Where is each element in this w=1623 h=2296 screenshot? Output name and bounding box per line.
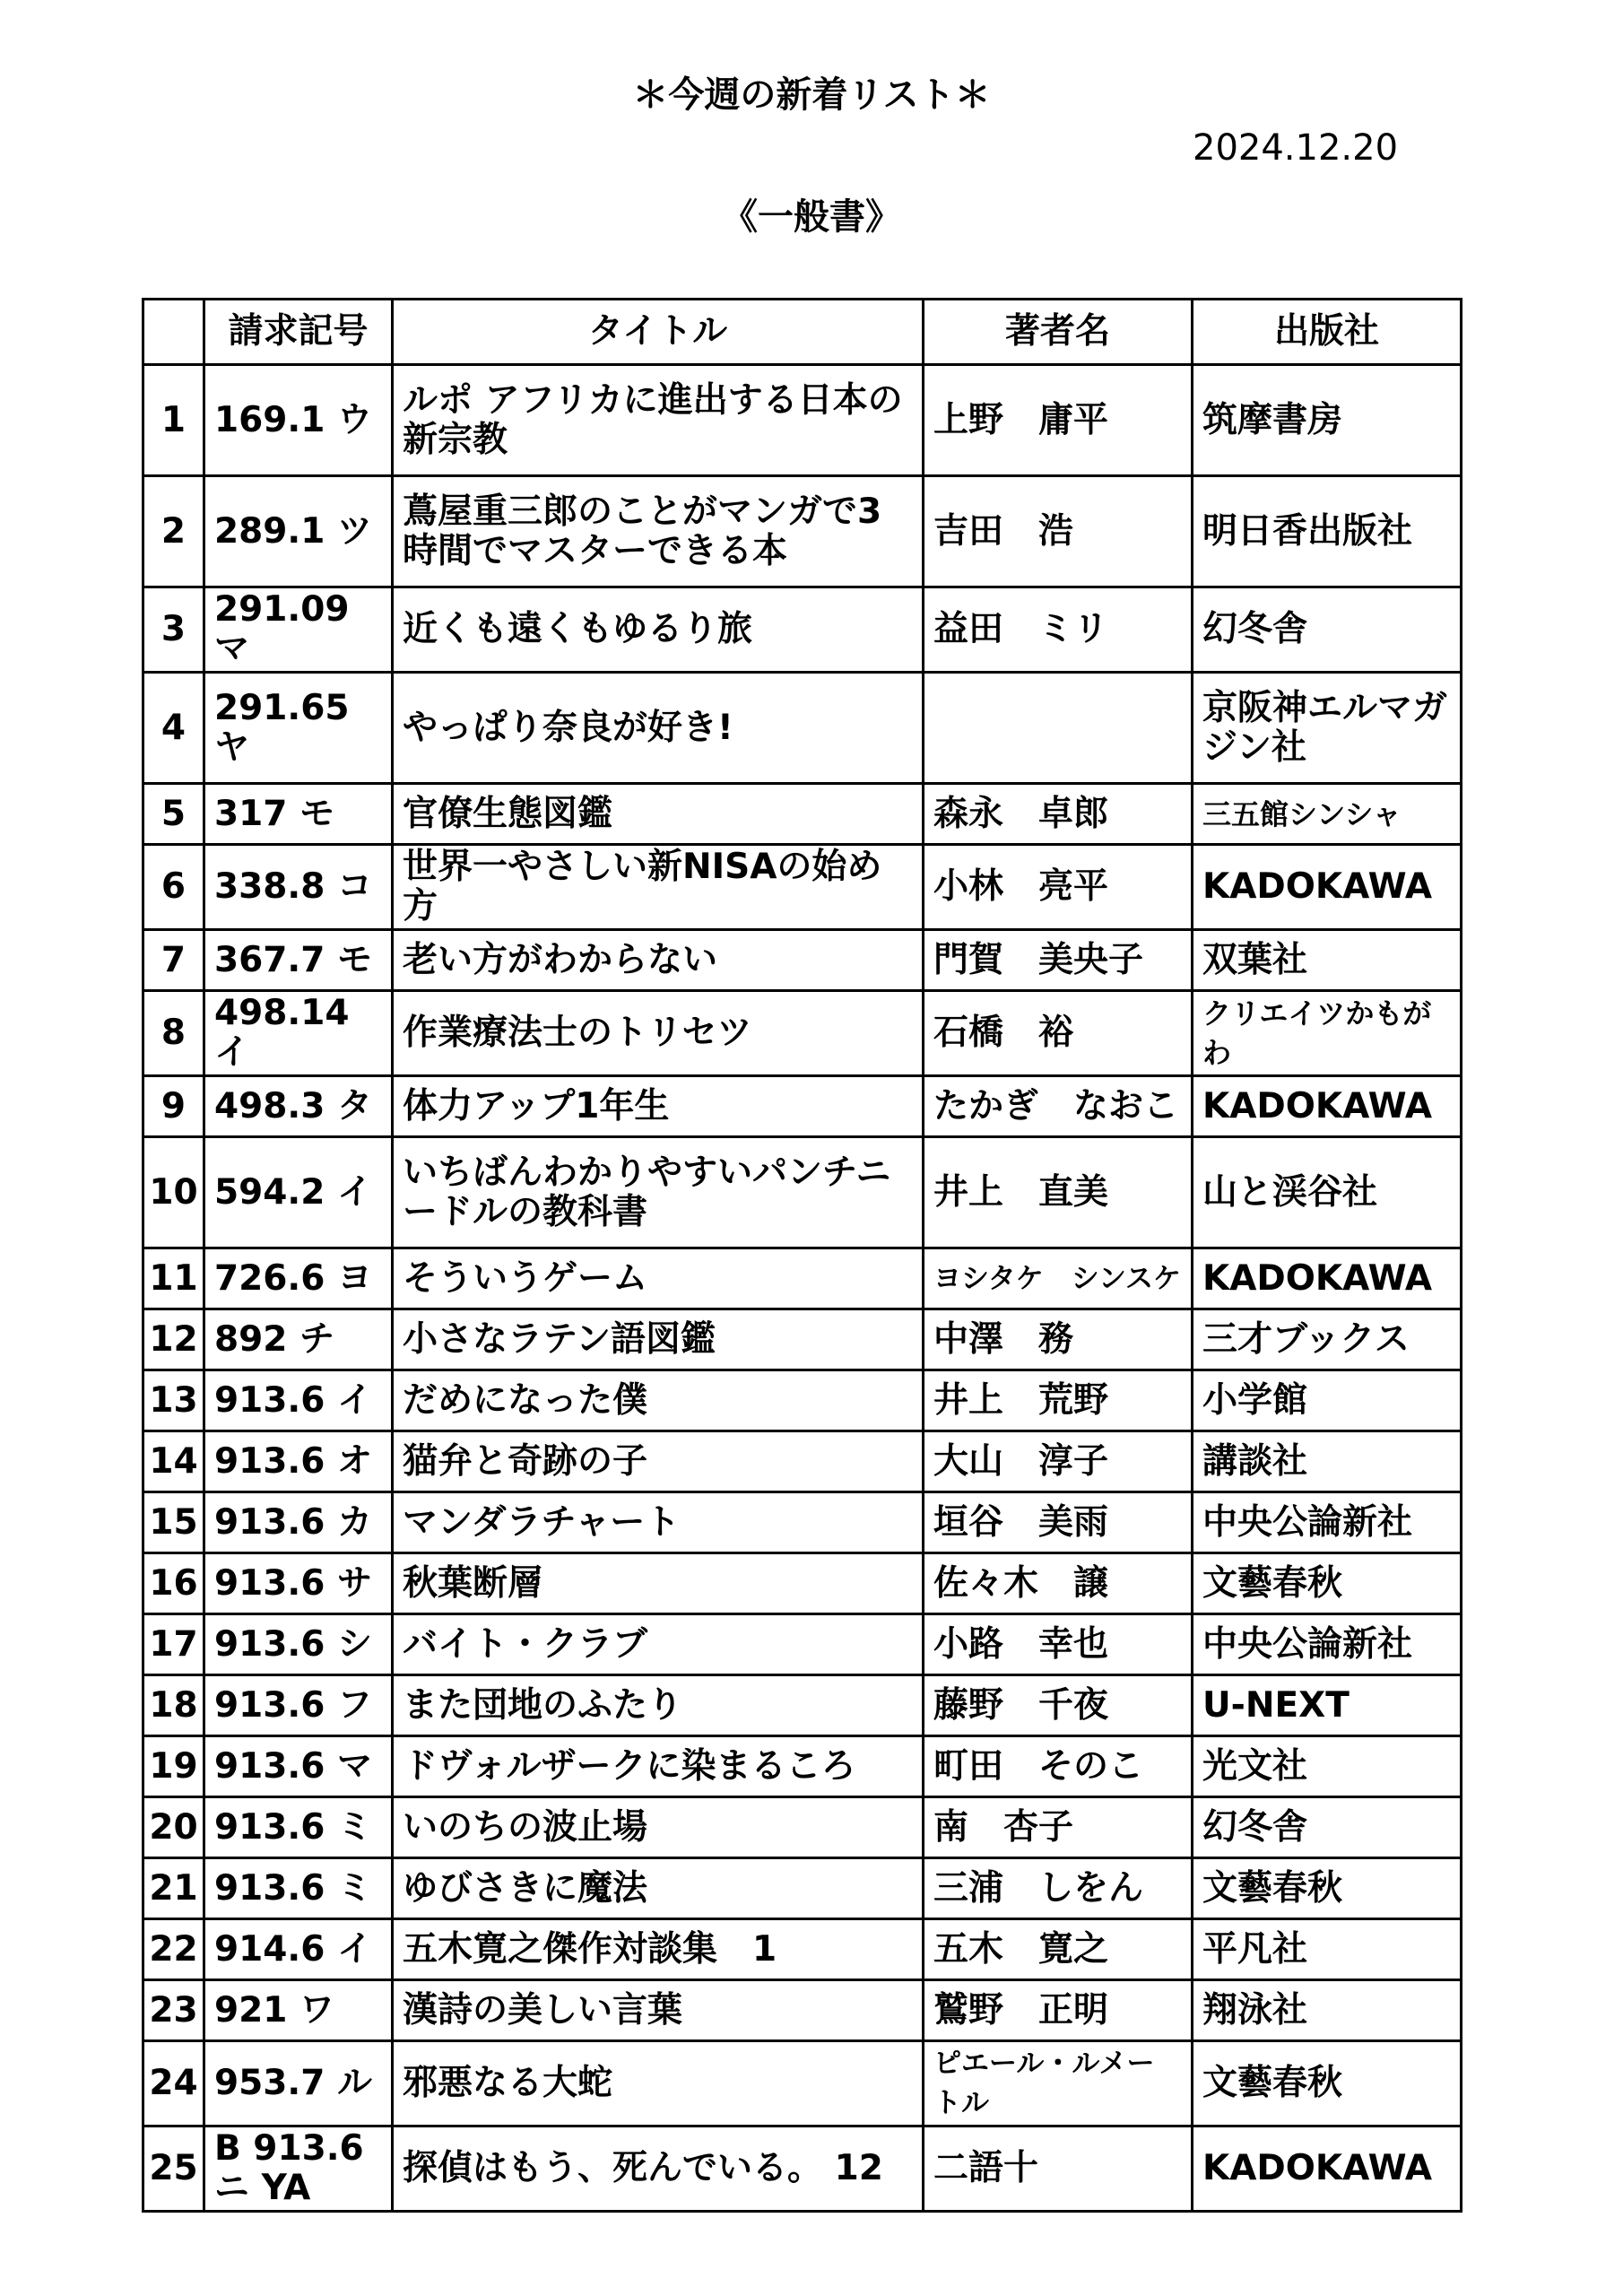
author-name: 上野 庸平: [924, 365, 1193, 476]
row-number: 3: [143, 587, 204, 673]
author-name: たかぎ なおこ: [924, 1076, 1193, 1137]
call-number: 913.6 オ: [204, 1431, 393, 1492]
author-name: 石橋 裕: [924, 991, 1193, 1076]
author-name: 垣谷 美雨: [924, 1492, 1193, 1553]
publisher-name: 文藝春秋: [1193, 1858, 1462, 1919]
row-number: 7: [143, 930, 204, 991]
call-number: 913.6 マ: [204, 1736, 393, 1797]
publisher-name: 中央公論新社: [1193, 1614, 1462, 1675]
row-number: 13: [143, 1370, 204, 1431]
call-number: 291.65 ヤ: [204, 673, 393, 784]
publisher-name: 平凡社: [1193, 1919, 1462, 1980]
table-row: [143, 476, 1462, 587]
row-number: 24: [143, 2041, 204, 2126]
row-number: 4: [143, 673, 204, 784]
book-title: 猫弁と奇跡の子: [393, 1431, 924, 1492]
publisher-name: 幻冬舎: [1193, 1797, 1462, 1858]
call-number: 892 チ: [204, 1309, 393, 1370]
table-row: [143, 845, 1462, 930]
call-number: 498.3 タ: [204, 1076, 393, 1137]
book-title: 漢詩の美しい言葉: [393, 1980, 924, 2041]
row-number: 21: [143, 1858, 204, 1919]
author-name: 井上 直美: [924, 1137, 1193, 1248]
call-number: 914.6 イ: [204, 1919, 393, 1980]
new-arrivals-table: [142, 298, 1462, 2213]
table-row: [143, 1614, 1462, 1675]
author-name: 三浦 しをん: [924, 1858, 1193, 1919]
header-title: タイトル: [393, 300, 924, 365]
publisher-name: 文藝春秋: [1193, 2041, 1462, 2126]
table-body: [143, 365, 1462, 2212]
list-title: ＊今週の新着リスト＊: [632, 74, 991, 116]
list-date: 2024.12.20: [1193, 127, 1399, 169]
author-name: 益田 ミリ: [924, 587, 1193, 673]
call-number: 913.6 イ: [204, 1370, 393, 1431]
author-name: 中澤 務: [924, 1309, 1193, 1370]
author-name: [924, 673, 1193, 784]
author-name: 藤野 千夜: [924, 1675, 1193, 1736]
publisher-name: 山と渓谷社: [1193, 1137, 1462, 1248]
book-title: 小さなラテン語図鑑: [393, 1309, 924, 1370]
table-row: [143, 1248, 1462, 1309]
call-number: 921 ワ: [204, 1980, 393, 2041]
book-title: 近くも遠くもゆるり旅: [393, 587, 924, 673]
table-row: [143, 1553, 1462, 1614]
row-number: 22: [143, 1919, 204, 1980]
book-title: 蔦屋重三郎のことがマンガで3時間でマスターできる本: [393, 476, 924, 587]
row-number: 11: [143, 1248, 204, 1309]
call-number: 289.1 ツ: [204, 476, 393, 587]
table-row: [143, 1675, 1462, 1736]
table-row: [143, 2126, 1462, 2212]
table-row: [143, 1137, 1462, 1248]
author-name: 小路 幸也: [924, 1614, 1193, 1675]
call-number: 913.6 シ: [204, 1614, 393, 1675]
call-number: 594.2 イ: [204, 1137, 393, 1248]
book-title: 世界一やさしい新NISAの始め方: [393, 845, 924, 930]
row-number: 20: [143, 1797, 204, 1858]
call-number: B 913.6 ニ YA: [204, 2126, 393, 2212]
book-title: 官僚生態図鑑: [393, 784, 924, 845]
book-title: マンダラチャート: [393, 1492, 924, 1553]
author-name: 鷲野 正明: [924, 1980, 1193, 2041]
row-number: 23: [143, 1980, 204, 2041]
author-name: 吉田 浩: [924, 476, 1193, 587]
row-number: 15: [143, 1492, 204, 1553]
call-number: 338.8 コ: [204, 845, 393, 930]
publisher-name: クリエイツかもがわ: [1193, 991, 1462, 1076]
header-publisher: 出版社: [1193, 300, 1462, 365]
book-title: だめになった僕: [393, 1370, 924, 1431]
call-number: 317 モ: [204, 784, 393, 845]
call-number: 498.14 イ: [204, 991, 393, 1076]
book-title: そういうゲーム: [393, 1248, 924, 1309]
table-row: [143, 1980, 1462, 2041]
table-row: [143, 673, 1462, 784]
publisher-name: U-NEXT: [1193, 1675, 1462, 1736]
publisher-name: 翔泳社: [1193, 1980, 1462, 2041]
row-number: 6: [143, 845, 204, 930]
publisher-name: 京阪神エルマガジン社: [1193, 673, 1462, 784]
row-number: 14: [143, 1431, 204, 1492]
book-title: 体力アップ1年生: [393, 1076, 924, 1137]
call-number: 169.1 ウ: [204, 365, 393, 476]
book-title: 作業療法士のトリセツ: [393, 991, 924, 1076]
table-row: [143, 1492, 1462, 1553]
call-number: 913.6 カ: [204, 1492, 393, 1553]
book-title: 五木寛之傑作対談集 1: [393, 1919, 924, 1980]
author-name: 門賀 美央子: [924, 930, 1193, 991]
book-title: 老い方がわからない: [393, 930, 924, 991]
author-name: ピエール・ルメートル: [924, 2041, 1193, 2126]
book-title: いちばんわかりやすいパンチニードルの教科書: [393, 1137, 924, 1248]
call-number: 913.6 ミ: [204, 1797, 393, 1858]
author-name: 森永 卓郎: [924, 784, 1193, 845]
publisher-name: 三五館シンシャ: [1193, 784, 1462, 845]
row-number: 5: [143, 784, 204, 845]
book-title: 探偵はもう、死んでいる。 12: [393, 2126, 924, 2212]
table-row: [143, 1431, 1462, 1492]
table-row: [143, 1858, 1462, 1919]
row-number: 8: [143, 991, 204, 1076]
publisher-name: 明日香出版社: [1193, 476, 1462, 587]
table-row: [143, 991, 1462, 1076]
publisher-name: KADOKAWA: [1193, 2126, 1462, 2212]
row-number: 16: [143, 1553, 204, 1614]
table-row: [143, 930, 1462, 991]
call-number: 953.7 ル: [204, 2041, 393, 2126]
table-row: [143, 587, 1462, 673]
book-title: また団地のふたり: [393, 1675, 924, 1736]
book-title: ゆびさきに魔法: [393, 1858, 924, 1919]
table-row: [143, 1370, 1462, 1431]
publisher-name: 幻冬舎: [1193, 587, 1462, 673]
publisher-name: 光文社: [1193, 1736, 1462, 1797]
row-number: 17: [143, 1614, 204, 1675]
table-row: [143, 2041, 1462, 2126]
book-title: バイト・クラブ: [393, 1614, 924, 1675]
author-name: ヨシタケ シンスケ: [924, 1248, 1193, 1309]
publisher-name: 小学館: [1193, 1370, 1462, 1431]
publisher-name: 講談社: [1193, 1431, 1462, 1492]
row-number: 1: [143, 365, 204, 476]
row-number: 10: [143, 1137, 204, 1248]
book-title: 邪悪なる大蛇: [393, 2041, 924, 2126]
author-name: 大山 淳子: [924, 1431, 1193, 1492]
table-row: [143, 1797, 1462, 1858]
table-row: [143, 365, 1462, 476]
row-number: 18: [143, 1675, 204, 1736]
book-title: ルポ アフリカに進出する日本の新宗教: [393, 365, 924, 476]
author-name: 五木 寛之: [924, 1919, 1193, 1980]
call-number: 726.6 ヨ: [204, 1248, 393, 1309]
book-title: ドヴォルザークに染まるころ: [393, 1736, 924, 1797]
publisher-name: 中央公論新社: [1193, 1492, 1462, 1553]
book-title: 秋葉断層: [393, 1553, 924, 1614]
publisher-name: 双葉社: [1193, 930, 1462, 991]
header-call-number: 請求記号: [204, 300, 393, 365]
call-number: 291.09 マ: [204, 587, 393, 673]
table-row: [143, 1736, 1462, 1797]
book-title: いのちの波止場: [393, 1797, 924, 1858]
call-number: 913.6 フ: [204, 1675, 393, 1736]
call-number: 367.7 モ: [204, 930, 393, 991]
author-name: 井上 荒野: [924, 1370, 1193, 1431]
row-number: 9: [143, 1076, 204, 1137]
table-row: [143, 1309, 1462, 1370]
publisher-name: 三才ブックス: [1193, 1309, 1462, 1370]
publisher-name: 筑摩書房: [1193, 365, 1462, 476]
publisher-name: KADOKAWA: [1193, 845, 1462, 930]
author-name: 佐々木 譲: [924, 1553, 1193, 1614]
row-number: 12: [143, 1309, 204, 1370]
author-name: 小林 亮平: [924, 845, 1193, 930]
list-subtitle: 《一般書》: [722, 196, 901, 238]
row-number: 2: [143, 476, 204, 587]
publisher-name: 文藝春秋: [1193, 1553, 1462, 1614]
author-name: 町田 そのこ: [924, 1736, 1193, 1797]
publisher-name: KADOKAWA: [1193, 1076, 1462, 1137]
author-name: 南 杏子: [924, 1797, 1193, 1858]
author-name: 二語十: [924, 2126, 1193, 2212]
call-number: 913.6 ミ: [204, 1858, 393, 1919]
header-number: [143, 300, 204, 365]
book-title: やっぱり奈良が好き!: [393, 673, 924, 784]
table-row: [143, 1076, 1462, 1137]
table-row: [143, 1919, 1462, 1980]
row-number: 19: [143, 1736, 204, 1797]
publisher-name: KADOKAWA: [1193, 1248, 1462, 1309]
call-number: 913.6 サ: [204, 1553, 393, 1614]
row-number: 25: [143, 2126, 204, 2212]
table-row: [143, 784, 1462, 845]
table-header-row: [143, 300, 1462, 365]
header-author: 著者名: [924, 300, 1193, 365]
